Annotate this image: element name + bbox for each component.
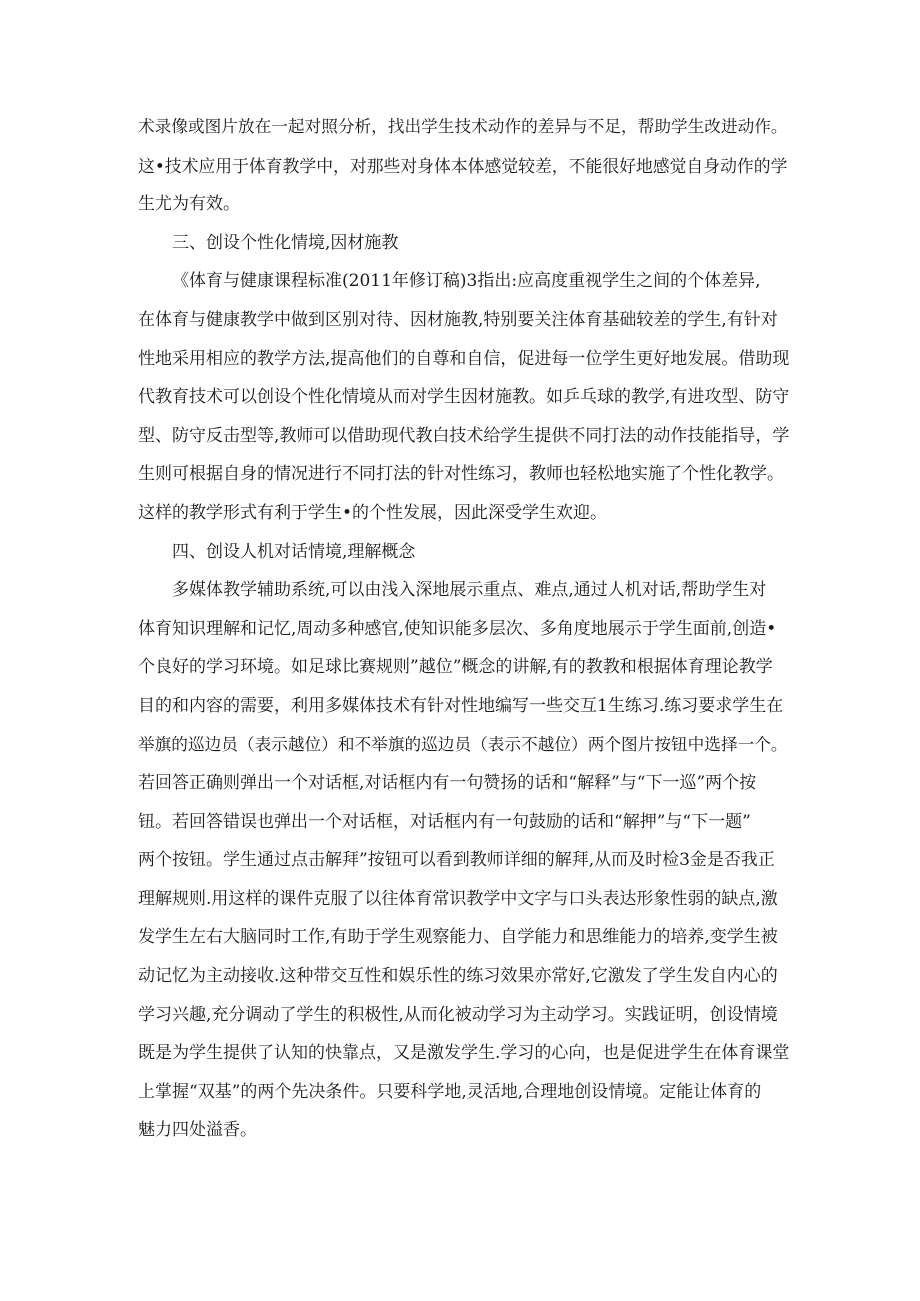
paragraph-line: 学习兴趣,充分调动了学生的积极性,从而化被动学习为主动学习。实践证明，创设情境 — [138, 1004, 778, 1025]
paragraph-line: 性地采用相应的教学方法,提高他们的自尊和自信，促进每一位学生更好地发展。借助现 — [138, 348, 790, 369]
paragraph-line: 体育知识理解和记忆,周动多种感官,使知识能多层次、多角度地展示于学生面前,创造• — [138, 618, 777, 639]
paragraph-line: 这•技术应用于体育教学中，对那些对身体本体感觉较差，不能很好地感觉自身动作的学 — [138, 155, 788, 176]
paragraph-line: 目的和内容的需要，利用多媒体技术有针对性地编写一些交互1生练习.练习要求学生在 — [138, 695, 784, 716]
paragraph-line: 动记忆为主动接收.这种带交互性和娱乐性的练习效果亦常好,它激发了学生发自内心的 — [138, 966, 778, 987]
section-heading: 三、创设个性化情境,因材施教 — [172, 232, 399, 253]
paragraph-line: 若回答正确则弹出一个对话框,对话框内有一句赞扬的话和“解释”与“下一巡”两个按 — [138, 773, 757, 794]
paragraph-line: 钮。若回答错误也弹出一个对话框，对话框内有一句鼓励的话和“解押”与“下一题” — [138, 811, 751, 832]
paragraph-line: 理解规则.用这样的课件克服了以往体育常识教学中文字与口头表达形象性弱的缺点,激 — [138, 888, 778, 909]
paragraph-line: 发学生左右大脑同时工作,有助于学生观察能力、自学能力和思维能力的培养,变学生被 — [138, 927, 778, 948]
paragraph-line: 个良好的学习环境。如足球比赛规则”越位”概念的讲解,有的教教和根据体育理论教学 — [138, 657, 773, 678]
paragraph-line: 上掌握“双基”的两个先决条件。只要科学地,灵活地,合理地创设情境。定能让体育的 — [138, 1081, 762, 1102]
paragraph-line: 《体育与健康课程标准(2011年修订稿)3指出:应高度重视学生之间的个体差异, — [172, 271, 761, 292]
paragraph-line: 生则可根据自身的情况进行不同打法的针对性练习，教师也轻松地实施了个性化教学。 — [138, 464, 784, 485]
section-heading: 四、创设人机对话情境,理解概念 — [172, 541, 416, 562]
paragraph-line: 两个按钮。学生通过点击解拜”按钮可以看到教师详细的解拜,从而及时检3金是否我正 — [138, 850, 775, 871]
paragraph-line: 在体育与健康教学中做到区别对待、因材施教,特别要关注体育基础较差的学生,有针对 — [138, 309, 778, 330]
paragraph-line: 术录像或图片放在一起对照分析，找出学生技术动作的差异与不足，帮助学生改进动作。 — [138, 117, 788, 136]
paragraph-line: 既是为学生提供了认知的快靠点，又是激发学生.学习的心向，也是促进学生在体育课堂 — [138, 1043, 790, 1064]
paragraph-line: 这样的教学形式有利于学生•的个性发展，因此深受学生欢迎。 — [138, 502, 608, 523]
paragraph-line: 举旗的巡边员（表示越位）和不举旗的巡边员（表示不越位）两个图片按钮中选择一个。 — [138, 734, 788, 754]
paragraph-line: 型、防守反击型等,教师可以借助现代教白技术给学生提供不同打法的动作技能指导，学 — [138, 425, 790, 446]
paragraph-line: 魅力四处溢香。 — [138, 1120, 257, 1141]
paragraph-line: 多媒体教学辅助系统,可以由浅入深地展示重点、难点,通过人机对话,帮助学生对 — [172, 580, 767, 601]
document-body — [138, 108, 788, 1150]
paragraph-line: 代教育技术可以创设个性化情境从而对学生因材施教。如乒乓球的教学,有进攻型、防守 — [138, 387, 790, 408]
paragraph-line: 生尤为有效。 — [138, 194, 240, 215]
